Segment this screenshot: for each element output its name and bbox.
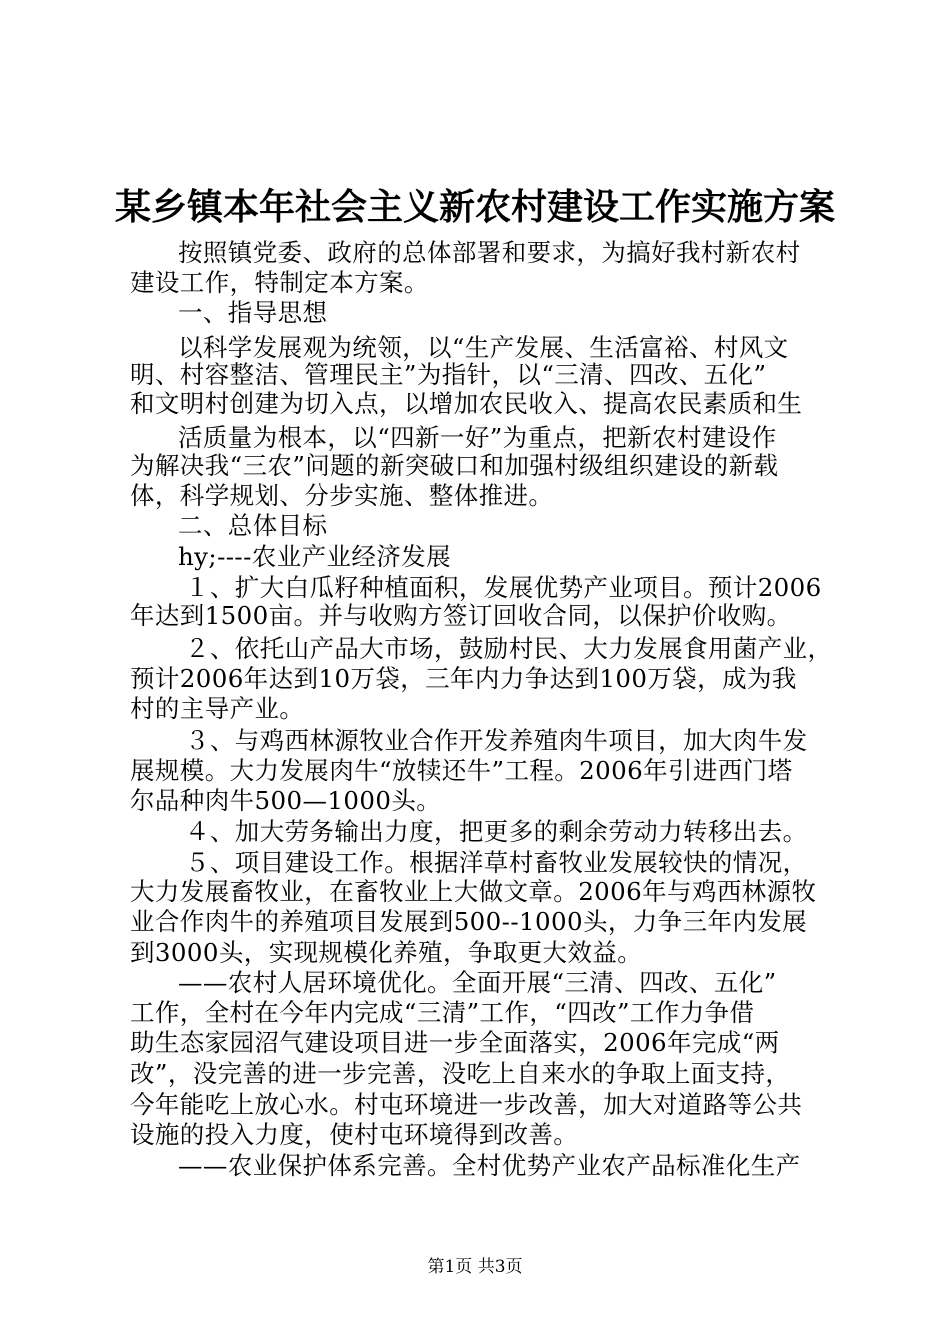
text-line: ５、项目建设工作。根据洋草村畜牧业发展较快的情况， [185,848,808,877]
text-line: 建设工作，特制定本方案。 [130,268,429,297]
text-line: 今年能吃上放心水。村屯环境进一步改善，加大对道路等公共 [130,1090,803,1119]
text-line: 村的主导产业。 [130,694,305,723]
subsection-heading: hy;----农业产业经济发展 [178,542,451,571]
page-footer: 第1页 共3页 [427,1257,523,1277]
text-line: 大力发展畜牧业，在畜牧业上大做文章。2006年与鸡西林源牧 [130,877,817,906]
text-line: 到3000头，实现规模化养殖，争取更大效益。 [130,938,643,967]
text-line: １、扩大白瓜籽种植面积，发展优势产业项目。预计2006 [185,573,822,602]
text-line: 明、村容整洁、管理民主”为指针，以“三清、四改、五化” [130,360,767,389]
text-line: 尔品种肉牛500—1000头。 [130,786,442,815]
text-line: ——农村人居环境优化。全面开展“三清、四改、五化” [178,968,777,997]
text-line: 改”，没完善的进一步完善，没吃上自来水的争取上面支持， [130,1059,791,1088]
text-line: 活质量为根本，以“四新一好”为重点，把新农村建设作 [178,423,777,452]
text-line: 为解决我“三农”问题的新突破口和加强村级组织建设的新载 [130,451,779,480]
text-line: 预计2006年达到10万袋，三年内力争达到100万袋，成为我 [130,664,797,693]
text-line: 设施的投入力度，使村屯环境得到改善。 [130,1120,579,1149]
text-line: 工作，全村在今年内完成“三清”工作，“四改”工作力争借 [130,998,755,1027]
text-line: ３、与鸡西林源牧业合作开发养殖肉牛项目，加大肉牛发 [185,726,808,755]
text-line: ——农业保护体系完善。全村优势产业农产品标准化生产 [178,1151,801,1180]
text-line: ４、加大劳务输出力度，把更多的剩余劳动力转移出去。 [185,817,808,846]
text-line: 年达到1500亩。并与收购方签订回收合同，以保护价收购。 [130,601,792,630]
section-heading: 一、指导思想 [178,298,328,327]
document-title: 某乡镇本年社会主义新农村建设工作实施方案 [114,187,835,228]
text-line: 和文明村创建为切入点，以增加农民收入、提高农民素质和生 [130,389,803,418]
text-line: 体，科学规划、分步实施、整体推进。 [130,481,554,510]
section-heading: 二、总体目标 [178,511,328,540]
text-line: 展规模。大力发展肉牛“放犊还牛”工程。2006年引进西门塔 [130,756,793,785]
text-line: ２、依托山产品大市场，鼓励村民、大力发展食用菌产业， [185,634,833,663]
text-line: 助生态家园沼气建设项目进一步全面落实，2006年完成“两 [130,1028,780,1057]
text-line: 业合作肉牛的养殖项目发展到500--1000头，力争三年内发展 [130,907,808,936]
text-line: 按照镇党委、政府的总体部署和要求，为搞好我村新农村 [178,238,801,267]
text-line: 以科学发展观为统领，以“生产发展、生活富裕、村风文 [178,333,789,362]
